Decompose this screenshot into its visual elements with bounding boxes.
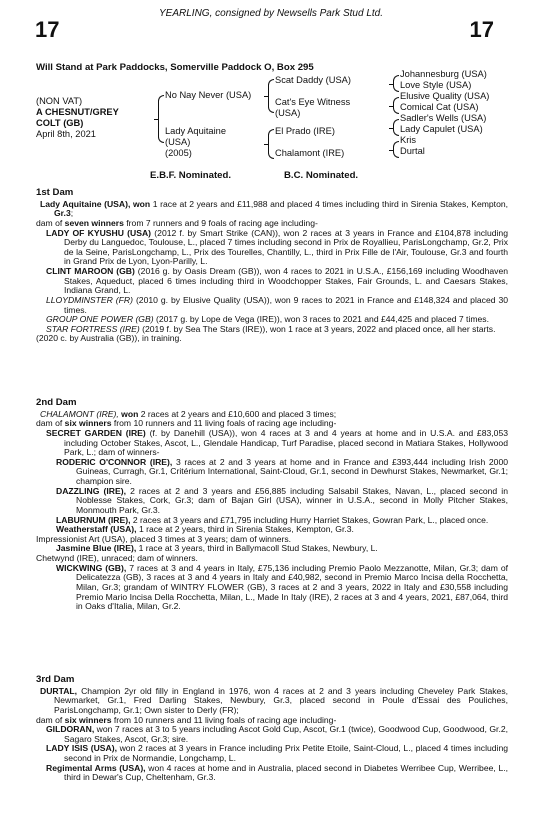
- progeny-record: 7 races at 3 and 4 years in Italy, £75,136 including Premio Paolo Mezzanotte, Milan, Gr.3; dam of Delicatezza (GB), 3 races at 3 and 4 years in Italy and £40,982, second in Premio Marco Incisa della Rocchetta, Milan, Gr.3; grandam of WINTRY FLOWER (GB), 3 races at 2 and 3 years, 2022 in Italy and £30,558 including Premio Mario Incisa Della Rocchetta, Milan, L., Made In Italy (IRE), 2 races at 3 and 4 years, 2021, £87,064, third in Oaks d'Italia, Milan, Gr.2.: [76, 562, 508, 612]
- progeny-name: LLOYDMINSTER (FR): [46, 294, 133, 305]
- bracket-dd: [393, 141, 399, 158]
- dam-record: 2 races at 2 years and £10,600 and placed 3 times;: [140, 408, 337, 419]
- progeny-record: won 2 races at 3 years in France including Prix Petite Etoile, Saint-Cloud, L., placed 4 times including second in Prix de Normandie, Longchamp, L.: [64, 743, 509, 764]
- consignment-line: YEARLING, consigned by Newsells Park Stud Ltd.: [159, 8, 383, 19]
- bracket-ds: [393, 119, 399, 136]
- dam-name: CHALAMONT (IRE),: [40, 408, 119, 419]
- progeny-entry: [36, 296, 508, 315]
- progeny-record: (2017 g. by Lope de Vega (IRE)), won 3 races to 2021 and £44,425 and placed 7 times.: [155, 314, 489, 325]
- bracket-sire: [268, 79, 274, 113]
- grand-progeny-entry: [36, 564, 508, 612]
- vat-status: (NON VAT): [36, 96, 83, 106]
- dam-name: DURTAL,: [40, 685, 78, 696]
- progeny-name: LADY ISIS (USA),: [46, 743, 117, 754]
- progeny-name: GILDORAN,: [46, 724, 95, 735]
- dam-record: Champion 2yr old filly in England in 1976, won 4 races at 2 and 3 years including Cheveley Park Stakes, Newmarket, Gr.1, Fred Darling Stakes, Newbury, Gr.3, placed second in Poule d'Essai des Pouliches, ParisLongchamp, Gr.1; Own sister to Derly (FR);: [54, 685, 508, 715]
- progeny-name: RODERIC O'CONNOR (IRE),: [56, 456, 173, 467]
- bc-nominated: B.C. Nominated.: [284, 170, 359, 181]
- dam-name: Lady Aquitaine (USA),: [40, 198, 131, 209]
- bracket-dam: [268, 129, 274, 159]
- section-title: 2nd Dam: [36, 397, 77, 408]
- dam-of-prefix: dam of: [36, 418, 63, 429]
- grand-progeny-entry: [36, 487, 508, 516]
- dam: Lady Aquitaine: [165, 126, 226, 136]
- progeny-entry: [36, 267, 508, 296]
- ped-dds: Kris: [400, 135, 417, 145]
- ped-sdd: Comical Cat (USA): [400, 102, 479, 112]
- progeny-record: (2016 g. by Oasis Dream (GB)), won 4 races to 2021 in U.S.A., £156,169 including Woodhaven Stakes, Aqueduct, placed 6 times including third in Woodchopper Stakes, Fair Grounds, L. and Caesars Stakes, Indiana Grand, L.: [64, 266, 509, 296]
- progeny-record: 2 races at 2 and 3 years and £56,885 including Salsabil Stakes, Navan, L., placed second in Noblesse Stakes, Cork, Gr.3; dam of Bajan Girl (USA), winner in U.S.A., second in Molly Pitcher Stakes, Monmouth Park, Gr.3.: [76, 485, 508, 515]
- dam-record: 1 race at 2 years and £11,988 and placed 4 times including third in Sirenia Stakes, Kempton,: [152, 198, 509, 209]
- dam-of-prefix: dam of: [36, 714, 63, 725]
- progeny-entry: [36, 744, 508, 763]
- bracket-ss: [393, 75, 399, 92]
- dam-intro: [36, 687, 508, 716]
- horse-dob: April 8th, 2021: [36, 129, 96, 139]
- dam-country: (USA): [165, 137, 191, 147]
- progeny-entry: [36, 229, 508, 268]
- punct: ;: [70, 208, 74, 219]
- winners-count: seven winners: [64, 217, 124, 228]
- progeny-name: Weatherstaff (USA),: [56, 524, 137, 535]
- bracket-main: [158, 95, 164, 143]
- progeny-record: 1 race at 3 years, third in Ballymacoll Stud Stakes, Newbury, L.: [138, 543, 378, 554]
- winners-count: six winners: [64, 418, 112, 429]
- progeny-name: Jasmine Blue (IRE),: [56, 543, 137, 554]
- progeny-record: won 4 races at home and in Australia, placed second in Diabetes Werribee Cup, Werribee, L., third in Dewar's Cup, Cheltenham, Gr.3.: [64, 762, 509, 783]
- progeny-entry: [36, 764, 508, 783]
- horse-sex: COLT (GB): [36, 118, 84, 128]
- progeny-record: 1 race at 2 years, third in Sirenia Stakes, Kempton, Gr.3.: [138, 524, 354, 535]
- sire-dam: Cat's Eye Witness: [275, 97, 351, 107]
- grand-progeny-entry: [36, 458, 508, 487]
- dam-of-text: from 7 runners and 9 foals of racing age including-: [126, 217, 318, 228]
- section-title: 3rd Dam: [36, 674, 75, 685]
- progeny-entry: [36, 725, 508, 744]
- first-dam-section: [36, 188, 508, 344]
- third-dam-section: [36, 675, 508, 783]
- progeny-name: GROUP ONE POWER (GB): [46, 314, 154, 325]
- dam-of-prefix: dam of: [36, 217, 63, 228]
- horse-name: A CHESNUT/GREY: [36, 107, 119, 117]
- ped-dsd: Lady Capulet (USA): [400, 124, 483, 134]
- stand-location: Will Stand at Park Paddocks, Somerville Paddock O, Box 295: [36, 62, 314, 73]
- dam-of-text: from 10 runners and 11 living foals of racing age including-: [113, 418, 337, 429]
- dam-year: (2005): [165, 148, 192, 158]
- ped-ssd: Love Style (USA): [400, 80, 472, 90]
- sire-dam-country: (USA): [275, 108, 301, 118]
- progeny-record: (2012 f. by Smart Strike (CAN)), won 2 races at 3 years in France and £104,878 including Derby du Languedoc, Toulouse, L., placed 7 times including second in Prix de Royallieu, ParisLongchamp, Gr.2, Prix de la Seine, ParisLongchamp, L., Prix des Tourelles, Chantilly, L., third in Prix Fille de l'Air, Toulouse, Gr.3 and fourth in Grand Prix de Lyon, Lyon-Parilly, L.: [64, 227, 508, 267]
- progeny-record: 2 races at 3 years and £71,795 including Hurry Harriet Stakes, Gowran Park, L., placed once.: [132, 514, 489, 525]
- grade: Gr.3: [54, 208, 71, 219]
- sire: No Nay Never (USA): [165, 90, 252, 100]
- progeny-name: LADY OF KYUSHU (USA): [46, 227, 152, 238]
- winners-count: six winners: [64, 714, 112, 725]
- pedigree-table: [36, 69, 506, 170]
- ped-dss: Sadler's Wells (USA): [400, 113, 487, 123]
- sire-sire: Scat Daddy (USA): [275, 75, 351, 85]
- ped-ddd: Durtal: [400, 146, 425, 156]
- progeny-name: DAZZLING (IRE),: [56, 485, 126, 496]
- progeny-name: Regimental Arms (USA),: [46, 762, 146, 773]
- progeny-name: WICKWING (GB),: [56, 562, 127, 573]
- progeny-name: SECRET GARDEN (IRE): [46, 427, 146, 438]
- progeny-entry: Chetwynd (IRE), unraced; dam of winners.: [36, 553, 198, 564]
- progeny-entry: Impressionist Art (USA), placed 3 times at 3 years; dam of winners.: [36, 533, 292, 544]
- dam-of-text: from 10 runners and 11 living foals of racing age including-: [113, 714, 337, 725]
- won-label: won: [132, 198, 151, 209]
- ped-sds: Elusive Quality (USA): [400, 91, 490, 101]
- bracket-sd: [393, 97, 399, 114]
- won-label: won: [121, 408, 139, 419]
- dam-sire: El Prado (IRE): [275, 126, 335, 136]
- lot-number-right: 17: [469, 17, 494, 42]
- progeny-entry: [36, 429, 508, 458]
- dam-dam: Chalamont (IRE): [275, 148, 345, 158]
- progeny-record: won 7 races at 3 to 5 years including Ascot Gold Cup, Ascot, Gr.1 (twice), Goodwood Cup, Goodwood, Gr.2, Sagaro Stakes, Ascot, Gr.3; sire.: [64, 724, 509, 744]
- ebf-nominated: E.B.F. Nominated.: [150, 170, 232, 181]
- second-dam-section: [36, 398, 508, 612]
- progeny-record: (2010 g. by Elusive Quality (USA)), won 9 races to 2021 in France and £148,324 and placed 30 times.: [64, 294, 509, 315]
- progeny-name: CLINT MAROON (GB): [46, 266, 135, 277]
- progeny-name: LABURNUM (IRE),: [56, 514, 131, 525]
- ped-sss: Johannesburg (USA): [400, 69, 487, 79]
- section-title: 1st Dam: [36, 187, 74, 198]
- progeny-record: 3 races at 2 and 3 years at home and in France and £393,444 including Irish 2000 Guineas, Curragh, Gr.1, Critérium International, Saint-Cloud, Gr.1, second in Dewhurst Stakes, Newmarket, Gr.1; champion sire.: [76, 456, 509, 487]
- dam-intro: [36, 200, 508, 219]
- progeny-name: STAR FORTRESS (IRE): [46, 323, 140, 334]
- progeny-entry: (2020 c. by Australia (GB)), in training.: [36, 333, 182, 344]
- lot-number-left: 17: [35, 17, 60, 42]
- progeny-record: (f. by Danehill (USA)), won 4 races at 3 and 4 years at home and in U.S.A. and £83,053 including October Stakes, Ascot, L., Glendale Handicap, Turf Paradise, placed second in Matiara Stakes, Hollywood Park, L.; dam of winners-: [64, 427, 509, 458]
- progeny-record: (2019 f. by Sea The Stars (IRE)), won 1 race at 3 years, 2022 and placed once, all her starts.: [142, 323, 496, 334]
